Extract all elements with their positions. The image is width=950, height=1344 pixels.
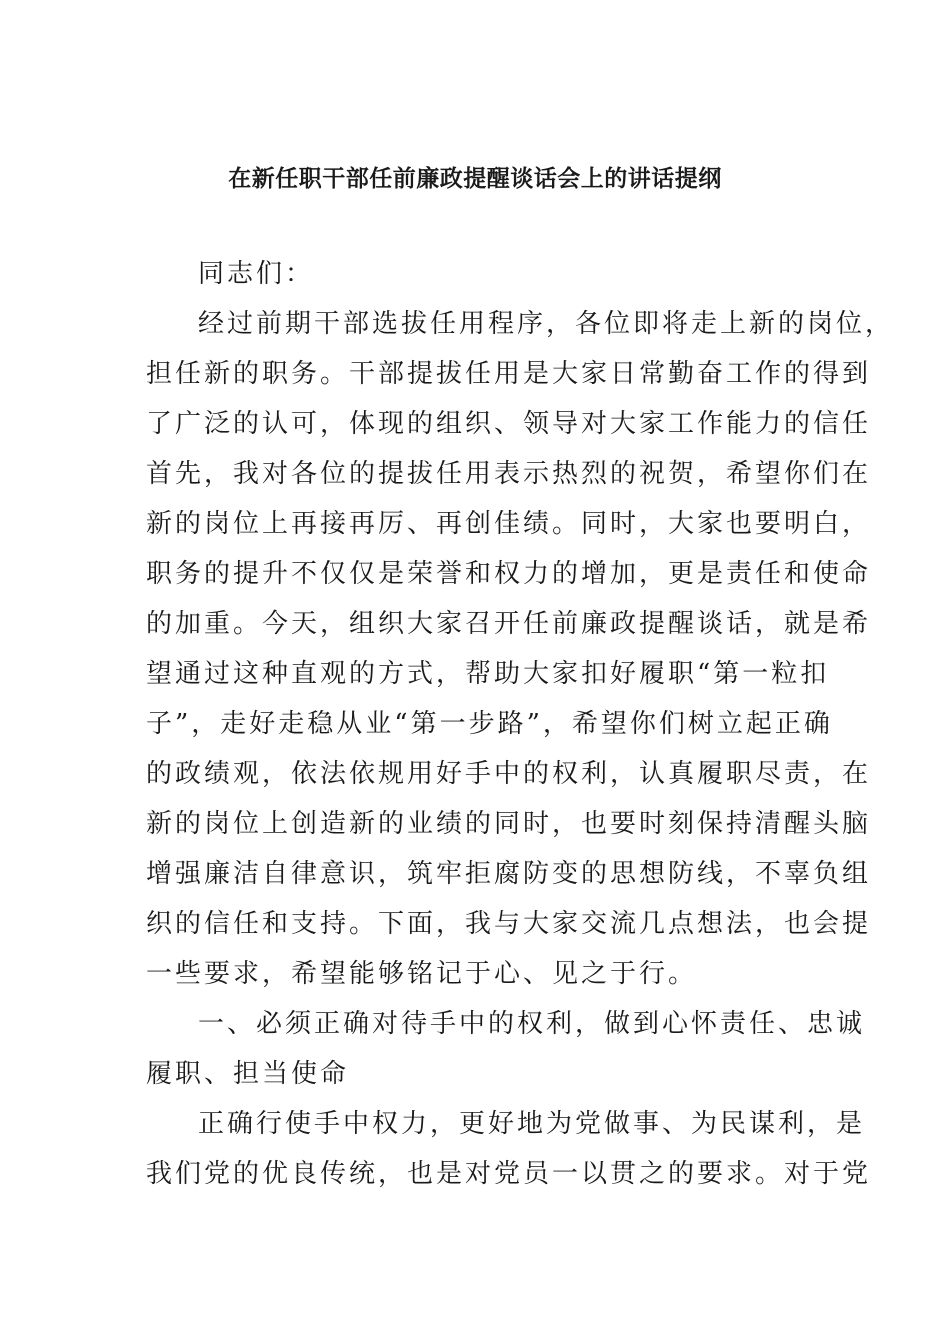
document-title: 在新任职干部任前廉政提醒谈话会上的讲话提纲 (228, 165, 722, 192)
paragraph-line: 经过前期干部选拔任用程序，各位即将走上新的岗位， (198, 309, 895, 339)
paragraph-line: 增强廉洁自律意识，筑牢拒腐防变的思想防线，不辜负组 (146, 859, 872, 889)
paragraph-line: 担任新的职务。干部提拔任用是大家日常勤奋工作的得到 (146, 359, 872, 389)
paragraph-line: 正确行使手中权力，更好地为党做事、为民谋利，是 (198, 1109, 866, 1139)
paragraph-line: 一些要求，希望能够铭记于心、见之于行。 (146, 959, 698, 989)
paragraph-line: 子”，走好走稳从业“第一步路”，希望你们树立起正确 (146, 709, 833, 739)
paragraph-line: 了广泛的认可，体现的组织、领导对大家工作能力的信任 (146, 409, 872, 439)
document-body (146, 249, 895, 1199)
salutation: 同志们： (198, 259, 315, 289)
paragraph-line: 望通过这种直观的方式，帮助大家扣好履职“第一粒扣 (146, 659, 830, 689)
paragraph-line: 新的岗位上再接再厉、再创佳绩。同时，大家也要明白， (146, 509, 872, 539)
paragraph-line: 织的信任和支持。下面，我与大家交流几点想法，也会提 (146, 909, 872, 939)
paragraph-line: 的加重。今天，组织大家召开任前廉政提醒谈话，就是希 (146, 609, 872, 639)
section-heading-line: 履职、担当使命 (146, 1059, 350, 1089)
paragraph-line: 职务的提升不仅仅是荣誉和权力的增加，更是责任和使命 (146, 559, 872, 589)
paragraph-line: 新的岗位上创造新的业绩的同时，也要时刻保持清醒头脑 (146, 809, 872, 839)
paragraph-line: 首先，我对各位的提拔任用表示热烈的祝贺，希望你们在 (146, 459, 872, 489)
paragraph-line: 的政绩观，依法依规用好手中的权利，认真履职尽责，在 (146, 759, 872, 789)
section-heading-line: 一、必须正确对待手中的权利，做到心怀责任、忠诚 (198, 1009, 866, 1039)
paragraph-line: 我们党的优良传统，也是对党员一以贯之的要求。对于党 (146, 1159, 872, 1189)
